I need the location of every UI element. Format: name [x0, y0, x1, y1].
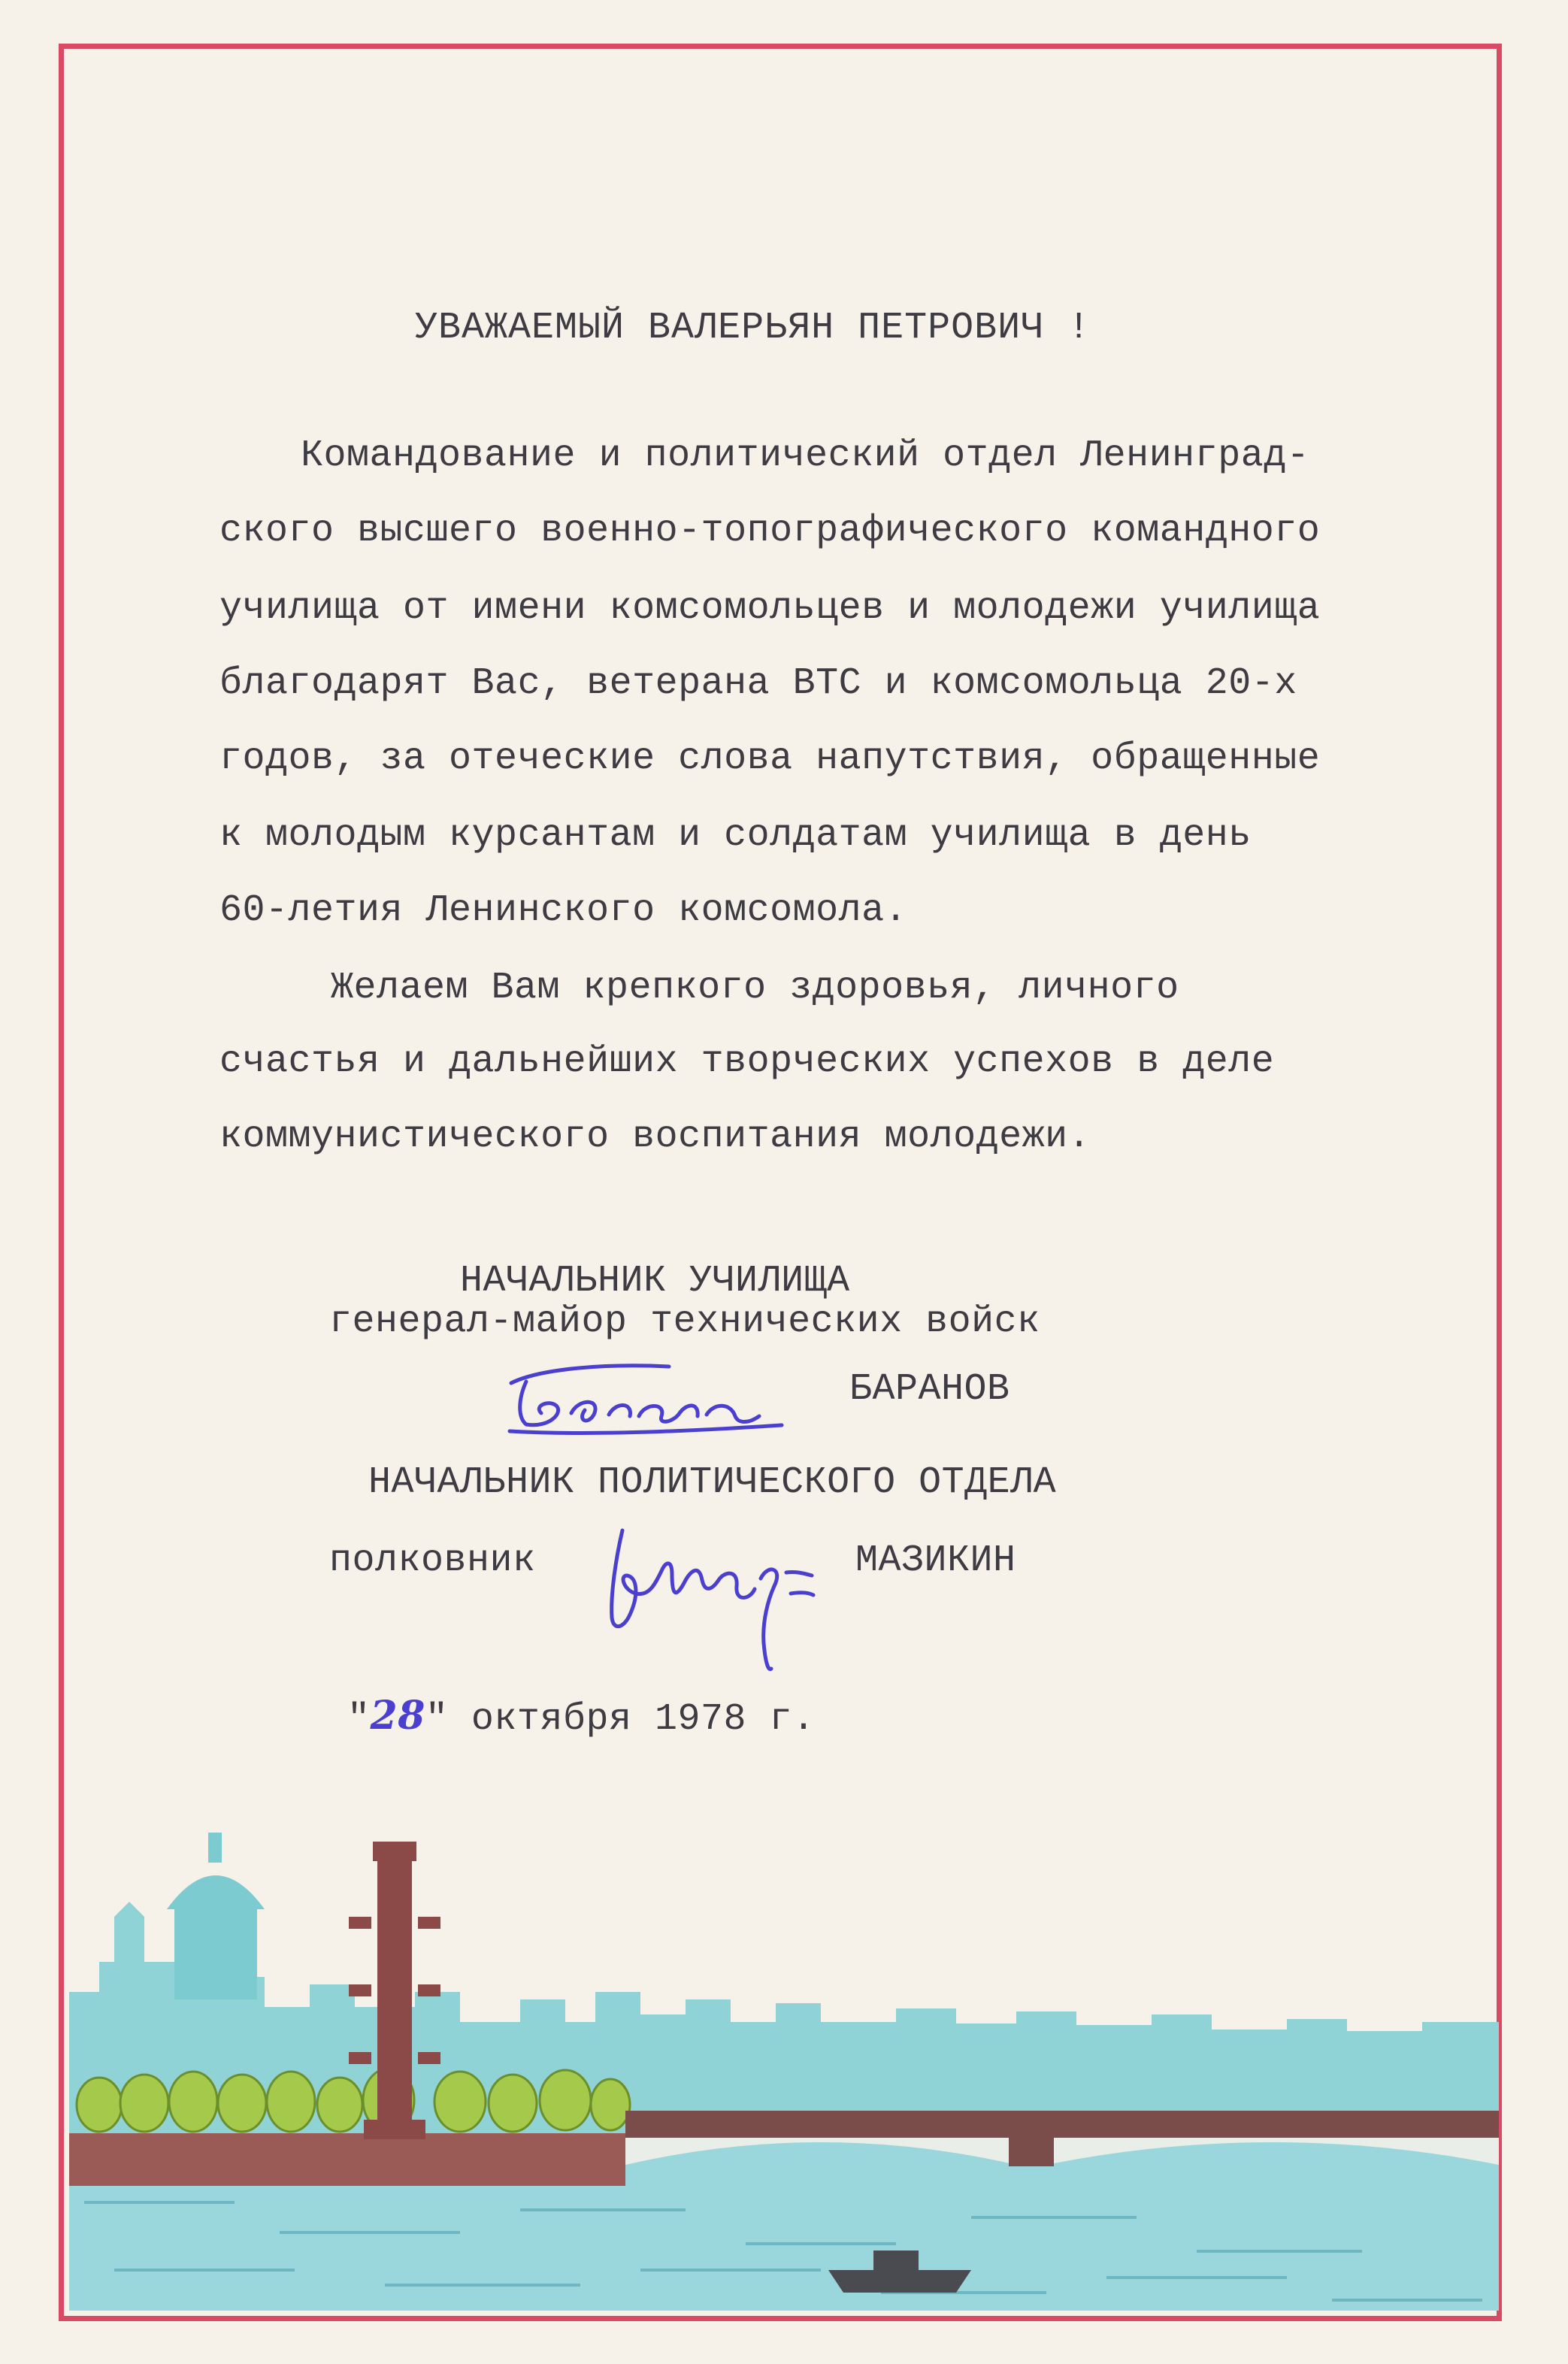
- paragraph-1-line-6: к молодым курсантам и солдатам училища в день: [219, 814, 1252, 857]
- water: [69, 2165, 1499, 2311]
- bridge: [625, 2111, 1499, 2166]
- paragraph-2-line-3: коммунистического воспитания молодежи.: [219, 1115, 1091, 1158]
- paragraph-1-line-1: Командование и политический отдел Ленинград-: [301, 434, 1310, 477]
- paragraph-2-line-1: Желаем Вам крепкого здоровья, личного: [331, 967, 1179, 1009]
- paragraph-2-line-2: счастья и дальнейших творческих успехов в деле: [219, 1040, 1275, 1083]
- date-day: 28: [370, 1693, 425, 1739]
- paragraph-1-line-5: годов, за отеческие слова напутствия, обращенные: [219, 737, 1321, 780]
- head-rank: генерал-майор технических войск: [329, 1300, 1040, 1343]
- cathedral-dome: [167, 1833, 265, 1999]
- head-name: БАРАНОВ: [849, 1368, 1010, 1411]
- date-line: [347, 1693, 816, 1741]
- paragraph-1-line-2: ского высшего военно-топографического командного: [219, 510, 1321, 552]
- paragraph-1-line-3: училища от имени комсомольцев и молодежи училища: [219, 587, 1321, 630]
- embankment: [69, 2133, 625, 2186]
- salutation: УВАЖАЕМЫЙ ВАЛЕРЬЯН ПЕТРОВИЧ !: [415, 307, 1091, 350]
- date-quote-open: ": [347, 1698, 371, 1741]
- signature-baranov-icon: [496, 1353, 812, 1443]
- leningrad-rostral-column-illustration: [69, 1812, 1499, 2311]
- political-title: НАЧАЛЬНИК ПОЛИТИЧЕСКОГО ОТДЕЛА: [368, 1461, 1057, 1504]
- paragraph-1-line-7: 60-летия Ленинского комсомола.: [219, 889, 908, 932]
- political-name: МАЗИКИН: [855, 1539, 1016, 1582]
- paragraph-1-line-4: благодарят Вас, ветерана ВТС и комсомольца 20-х: [219, 662, 1297, 705]
- date-quote-close: ": [425, 1698, 449, 1741]
- political-rank: полковник: [329, 1539, 536, 1582]
- date-rest: октября 1978 г.: [471, 1698, 816, 1741]
- head-title: НАЧАЛЬНИК УЧИЛИЩА: [460, 1260, 850, 1303]
- signature-mazikin-icon: [594, 1511, 827, 1684]
